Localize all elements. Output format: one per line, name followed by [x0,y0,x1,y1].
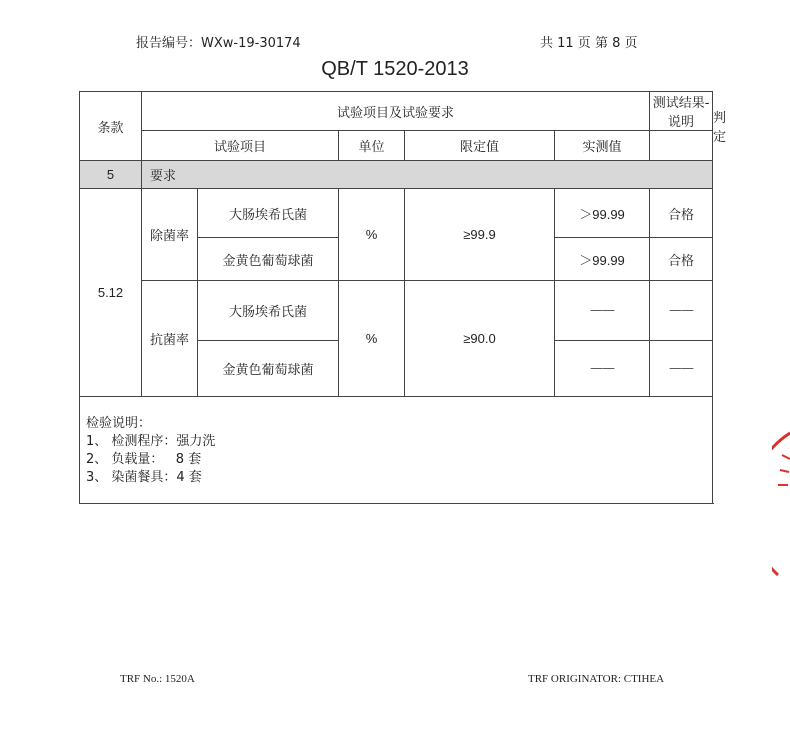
organism-cell: 金黄色葡萄球菌 [198,341,339,397]
organism-cell: 大肠埃希氏菌 [198,281,339,341]
notes-title: 检验说明： [86,416,152,431]
sub-measured-header: 实测值 [555,131,650,161]
unit-cell: % [339,281,405,397]
verdict-cell: —— [650,341,713,397]
sub-limit-header: 限定值 [405,131,555,161]
col-clause-header: 条款 [80,92,142,161]
clause-5-12: 5.12 [80,189,142,397]
trf-number: TRF No.: 1520A [120,673,195,685]
notes-line: 1、 检测程序：强力洗 [86,434,216,449]
section-clause: 5 [80,161,142,189]
notes-line: 3、 染菌餐具：4 套 [86,470,202,485]
col-result-header: 测试结果-说明 [650,92,713,131]
group-name: 除菌率 [142,189,198,281]
unit-cell: % [339,189,405,281]
section-label: 要求 [142,161,713,189]
measured-cell: ＞99.99 [555,189,650,238]
page-info: 共 11 页 第 8 页 [540,36,638,51]
red-seal-stamp-icon [772,425,790,585]
test-results-table: 条款 试验项目及试验要求 测试结果-说明 判定 试验项目 单位 限定值 实测值 5 要求 5.12 除菌率 大肠埃希氏菌 % ≥99.9 ＞99.99 合格 金黄色葡萄球菌 ＞99.99 合格 抗菌率 大肠埃希氏菌 % ≥90.0 —— —— 金黄色葡萄球菌 —— —— 检验说明： 1、 检测程序：强力洗 2、 负载量： 8 套 3、 染菌餐具：4 套 [79,91,713,504]
trf-originator: TRF ORIGINATOR: CTIHEA [528,673,665,685]
notes-line: 2、 负载量： 8 套 [86,452,202,467]
sub-unit-header: 单位 [339,131,405,161]
organism-cell: 金黄色葡萄球菌 [198,238,339,281]
organism-cell: 大肠埃希氏菌 [198,189,339,238]
limit-cell: ≥99.9 [405,189,555,281]
limit-cell: ≥90.0 [405,281,555,397]
report-number: 报告编号：WXw-19-30174 [136,36,301,51]
sub-item-header: 试验项目 [142,131,339,161]
verdict-cell: 合格 [650,189,713,238]
inspection-notes [80,397,713,504]
standard-title: QB/T 1520-2013 [321,58,469,80]
measured-cell: —— [555,281,650,341]
col-test-requirements-header: 试验项目及试验要求 [142,92,650,131]
verdict-cell: 合格 [650,238,713,281]
measured-cell: ＞99.99 [555,238,650,281]
measured-cell: —— [555,341,650,397]
verdict-cell: —— [650,281,713,341]
group-name: 抗菌率 [142,281,198,397]
